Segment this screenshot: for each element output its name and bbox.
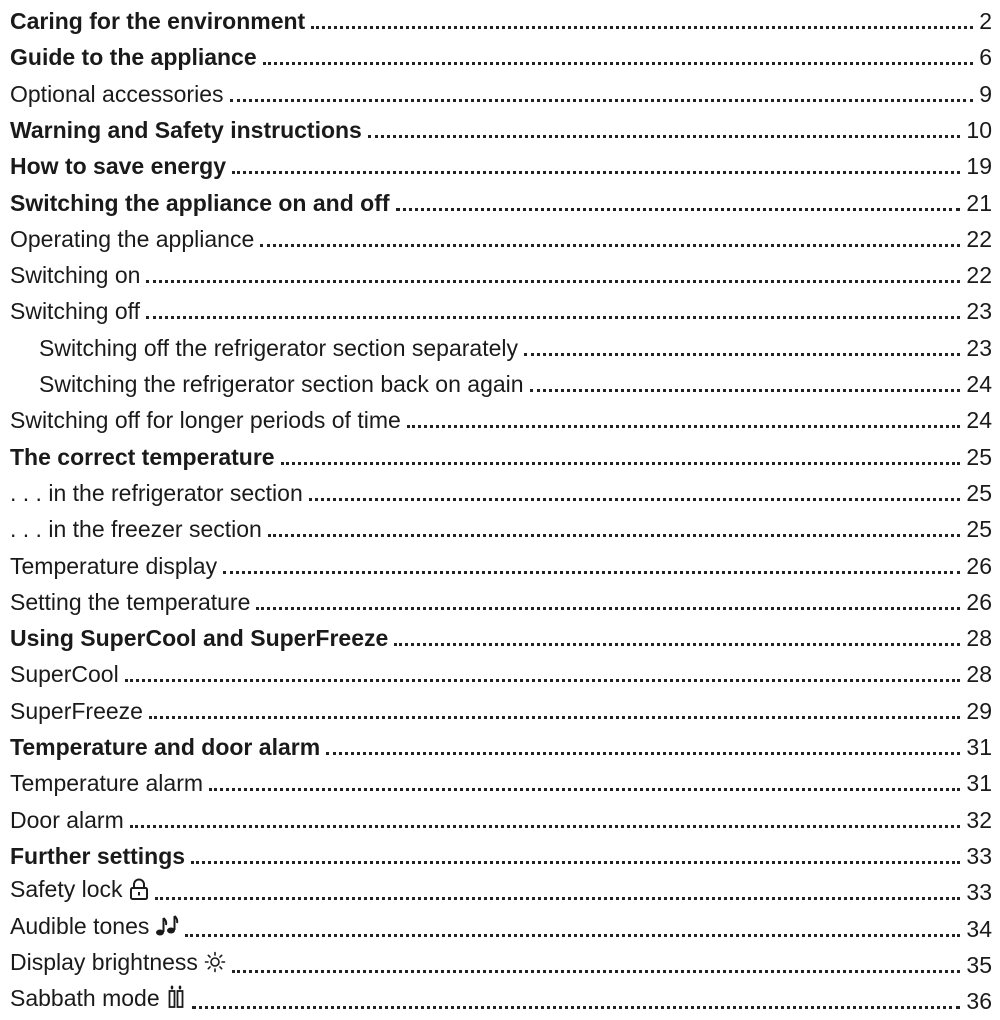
toc-entry-label-wrap [10, 478, 303, 508]
dot-leader [185, 934, 960, 937]
toc-entry[interactable] [0, 182, 992, 218]
toc-entry-title: Temperature display [10, 552, 218, 579]
toc-entry-title: Operating the appliance [10, 225, 255, 252]
toc-entry[interactable] [0, 508, 992, 544]
dot-leader [192, 1006, 961, 1009]
toc-entry-page-number: 10 [966, 116, 992, 143]
toc-entry[interactable] [0, 36, 992, 72]
toc-entry-page-number: 6 [979, 44, 992, 71]
toc-entry-page-number: 31 [966, 734, 992, 760]
toc-entry-label-wrap [10, 983, 186, 1016]
dot-leader [232, 970, 960, 973]
toc-entry-page-number: 25 [966, 516, 992, 543]
toc-entry-page-number: 22 [966, 225, 992, 252]
toc-entry-title: Audible tones [10, 912, 150, 939]
toc-entry-title: Switching off for longer periods of time [10, 407, 401, 434]
toc-entry-title: Warning and Safety instructions [10, 116, 362, 143]
toc-entry[interactable] [0, 617, 992, 653]
dot-leader [396, 208, 961, 211]
toc-entry-label-wrap [10, 79, 224, 109]
toc-entry-label-wrap [10, 296, 140, 326]
toc-entry[interactable] [0, 726, 992, 762]
toc-entry-page-number: 21 [966, 189, 992, 216]
toc-entry-label-wrap [10, 42, 257, 72]
dot-leader [209, 788, 960, 791]
toc-entry[interactable] [0, 690, 992, 726]
toc-entry-title: Temperature alarm [10, 770, 204, 797]
dot-leader [130, 825, 961, 828]
toc-entry-label-wrap [10, 841, 185, 871]
toc-entry-title: Switching the appliance on and off [10, 189, 390, 216]
toc-entry-label-wrap [10, 805, 124, 835]
dot-leader [191, 861, 960, 864]
toc-entry-page-number: 23 [966, 298, 992, 325]
dot-leader [230, 99, 974, 102]
dot-leader [407, 425, 961, 428]
toc-entry-page-number: 36 [966, 988, 992, 1015]
toc-entry-label-wrap [10, 260, 140, 290]
toc-entry-title: Safety lock [10, 876, 123, 903]
toc-entry[interactable] [0, 73, 992, 109]
toc-entry[interactable] [0, 290, 992, 326]
toc-entry-label-wrap [10, 151, 226, 181]
dot-leader [268, 534, 961, 537]
dot-leader [155, 897, 961, 900]
dot-leader [368, 135, 961, 138]
sun-icon [204, 950, 226, 980]
music-notes-icon [155, 914, 179, 944]
toc-entry-label-wrap [10, 224, 254, 254]
toc-entry-page-number: 22 [966, 262, 992, 289]
toc-entry-label-wrap [10, 6, 305, 36]
dot-leader [263, 62, 974, 65]
toc-entry-label-wrap [10, 874, 149, 907]
toc-entry-page-number: 33 [966, 879, 992, 906]
toc-entry-page-number: 24 [966, 371, 992, 397]
padlock-icon [129, 877, 149, 907]
toc-entry-label-wrap [10, 911, 179, 944]
toc-entry-label-wrap [10, 659, 119, 689]
toc-entry[interactable] [0, 436, 992, 472]
toc-entry-page-number: 26 [966, 552, 992, 579]
toc-entry-title: Display brightness [10, 948, 198, 975]
toc-entry-label-wrap [10, 115, 362, 145]
toc-entry-page-number: 29 [966, 697, 992, 724]
toc-entry-title: Using SuperCool and SuperFreeze [10, 625, 389, 652]
toc-entry[interactable] [0, 399, 992, 435]
toc-entry[interactable] [0, 472, 992, 508]
dot-leader [146, 280, 960, 283]
toc-entry-title: How to save energy [10, 153, 227, 180]
toc-entry-title: Switching off [10, 298, 140, 325]
dot-leader [223, 571, 960, 574]
toc-entry-label-wrap [39, 369, 524, 399]
dot-leader [125, 679, 961, 682]
toc-entry-label-wrap [10, 188, 390, 218]
toc-entry-title: Setting the temperature [10, 588, 251, 615]
toc-entry[interactable] [0, 254, 992, 290]
toc-entry[interactable] [0, 145, 992, 181]
toc-entry-title: Door alarm [10, 806, 124, 833]
toc-entry[interactable] [0, 363, 992, 399]
toc-entry-label-wrap [10, 442, 275, 472]
toc-entry-label-wrap [10, 405, 401, 435]
dot-leader [146, 316, 960, 319]
toc-entry-page-number: 9 [979, 80, 992, 107]
toc-entry[interactable] [0, 762, 992, 798]
toc-entry-label-wrap [10, 587, 250, 617]
dot-leader [149, 716, 960, 719]
toc-entry-title: . . . in the freezer section [10, 516, 262, 543]
toc-entry[interactable] [0, 109, 992, 145]
toc-entry-title: The correct temperature [10, 443, 275, 470]
toc-entry-label-wrap [10, 768, 203, 798]
toc-entry-title: Sabbath mode [10, 985, 160, 1012]
toc-entry-title: Further settings [10, 842, 186, 869]
toc-entry-label-wrap [10, 551, 217, 581]
toc-entry-label-wrap [10, 696, 143, 726]
toc-entry-label-wrap [10, 514, 262, 544]
toc-entry-page-number: 33 [966, 842, 992, 869]
toc-entry-title: SuperFreeze [10, 697, 143, 724]
toc-entry-page-number: 23 [966, 334, 992, 361]
toc-entry-title: SuperCool [10, 661, 119, 688]
toc-entry-page-number: 2 [979, 8, 992, 34]
toc-entry-page-number: 24 [966, 407, 992, 434]
candles-icon [166, 985, 186, 1016]
toc-entry[interactable] [0, 581, 992, 617]
dot-leader [311, 26, 973, 29]
toc-entry-page-number: 28 [966, 661, 992, 688]
toc-entry[interactable] [0, 327, 992, 363]
toc-entry-label-wrap [39, 333, 518, 363]
toc-entry-title: Temperature and door alarm [10, 734, 321, 760]
toc-entry-page-number: 31 [966, 770, 992, 797]
toc-entry[interactable] [0, 218, 992, 254]
dot-leader [232, 171, 960, 174]
toc-entry[interactable] [0, 799, 992, 835]
dot-leader [256, 607, 960, 610]
dot-leader [530, 389, 961, 392]
dot-leader [394, 643, 960, 646]
toc-entry-page-number: 34 [966, 915, 992, 942]
toc-entry-title: Switching the refrigerator section back on again [39, 371, 524, 397]
toc-entry-label-wrap [10, 947, 226, 980]
toc-entry-label-wrap [10, 732, 320, 762]
toc-entry[interactable] [0, 653, 992, 689]
toc-entry[interactable] [0, 545, 992, 581]
toc-entry[interactable] [0, 0, 992, 36]
toc-entry-title: Caring for the environment [10, 8, 306, 34]
toc-entry[interactable] [0, 871, 992, 907]
toc-entry-label-wrap [10, 623, 388, 653]
toc-entry-title: Optional accessories [10, 80, 224, 107]
toc-entry-title: Guide to the appliance [10, 44, 257, 71]
toc-entry-title: Switching off the refrigerator section separately [39, 334, 518, 361]
toc-entry-page-number: 26 [966, 588, 992, 615]
dot-leader [260, 244, 960, 247]
toc-entry-title: Switching on [10, 262, 141, 289]
toc-entry[interactable] [0, 944, 992, 980]
toc-entry-page-number: 35 [966, 951, 992, 978]
toc-entry-title: . . . in the refrigerator section [10, 479, 303, 506]
dot-leader [326, 752, 960, 755]
toc-entry[interactable] [0, 908, 992, 944]
toc-entry-page-number: 25 [966, 443, 992, 470]
toc-entry-page-number: 32 [966, 806, 992, 833]
dot-leader [309, 498, 961, 501]
dot-leader [281, 462, 961, 465]
toc-entry[interactable] [0, 980, 992, 1016]
toc-entry-page-number: 25 [966, 479, 992, 506]
toc-entry-page-number: 19 [966, 153, 992, 180]
toc-entry[interactable] [0, 835, 992, 871]
toc-entry-page-number: 28 [966, 625, 992, 652]
dot-leader [524, 353, 960, 356]
